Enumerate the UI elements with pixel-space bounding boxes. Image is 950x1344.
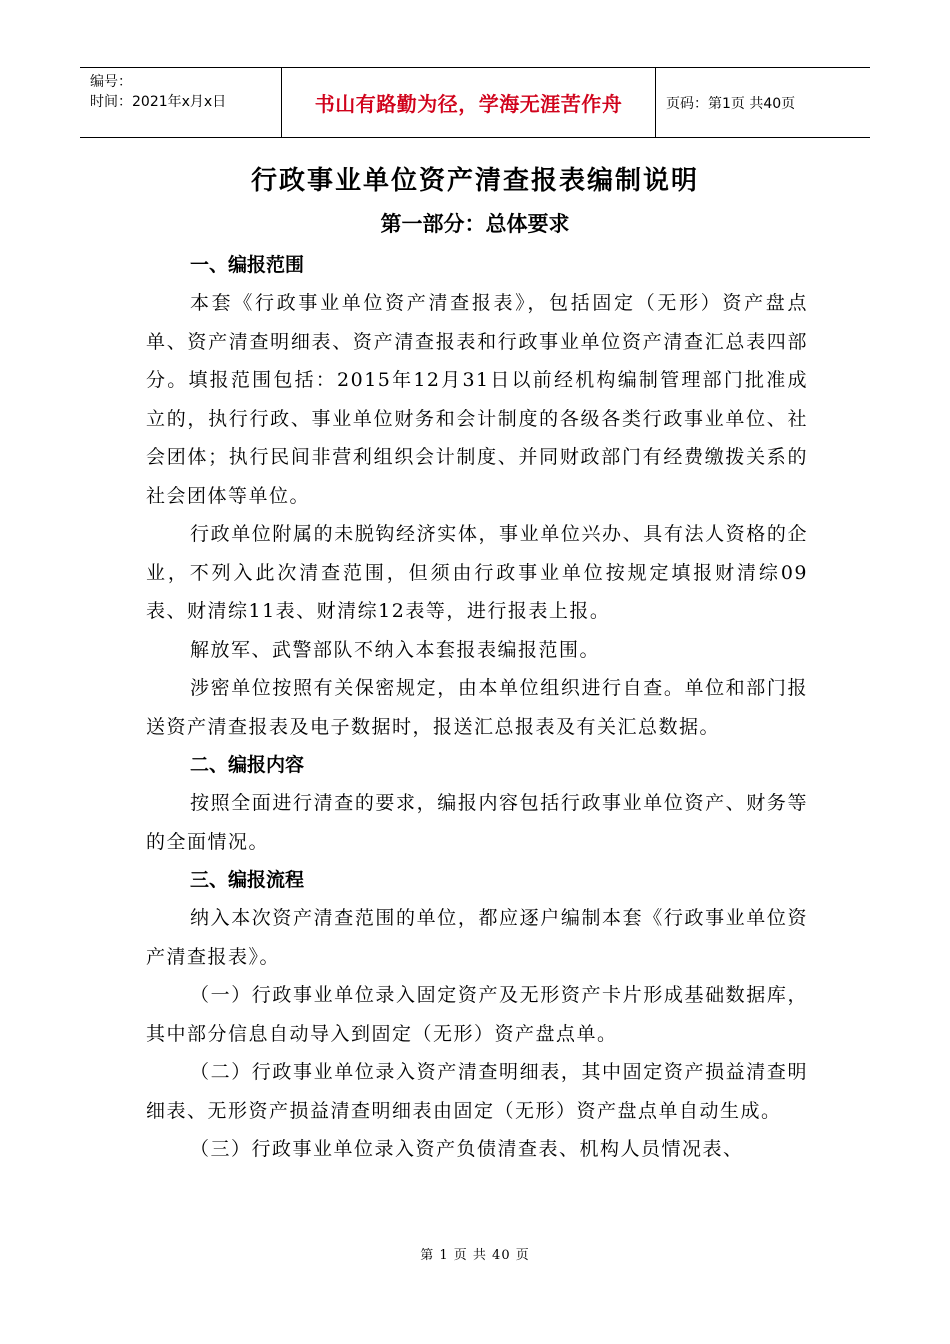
document-number-label: 编号： [90,74,132,90]
paragraph: 本套《行政事业单位资产清查报表》，包括固定（无形）资产盘点单、资产清查明细表、资产清查报表和行政事业单位资产清查汇总表四部分。填报范围包括：2015年12月31日以前经机构编制管理部门批准成立的，执行行政、事业单位财务和会计制度的各级各类行政事业单位、社会团体；执行民间非营利组织会计制度、并同财政部门有经费缴拨关系的社会团体等单位。 [146,292,808,507]
header-meta [80,68,282,137]
page-footer: 第 1 页 共 40 页 [420,1248,530,1263]
paragraph: 解放军、武警部队不纳入本套报表编报范围。 [190,638,601,661]
paragraph: 行政单位附属的未脱钩经济实体，事业单位兴办、具有法人资格的企业，不列入此次清查范围，但须由行政事业单位按规定填报财清综09表、财清综11表、财清综12表等，进行报表上报。 [146,523,808,622]
document-body [146,240,808,1169]
section-heading-process: 三、编报流程 [190,869,305,891]
section-heading-content: 二、编报内容 [190,754,305,776]
paragraph: （二）行政事业单位录入资产清查明细表，其中固定资产损益清查明细表、无形资产损益清查明细表由固定（无形）资产盘点单自动生成。 [146,1061,808,1122]
paragraph: 涉密单位按照有关保密规定，由本单位组织进行自查。单位和部门报送资产清查报表及电子数据时，报送汇总报表及有关汇总数据。 [146,677,808,738]
part-title: 第一部分：总体要求 [380,212,570,236]
paragraph: （三）行政事业单位录入资产负债清查表、机构人员情况表、 [190,1138,744,1160]
header-motto: 书山有路勤为径，学海无涯苦作舟 [282,68,656,137]
header-page-info: 页码：第1页 共40页 [666,95,796,112]
paragraph: （一）行政事业单位录入固定资产及无形资产卡片形成基础数据库，其中部分信息自动导入到固定（无形）资产盘点单。 [146,984,808,1045]
document-time-label: 时间：2021年x月x日 [90,94,227,110]
section-heading-scope: 一、编报范围 [190,254,305,276]
paragraph: 按照全面进行清查的要求，编报内容包括行政事业单位资产、财务等的全面情况。 [146,792,808,853]
header-table [80,67,870,138]
paragraph: 纳入本次资产清查范围的单位，都应逐户编制本套《行政事业单位资产清查报表》。 [146,907,808,968]
document-title: 行政事业单位资产清查报表编制说明 [250,166,699,196]
